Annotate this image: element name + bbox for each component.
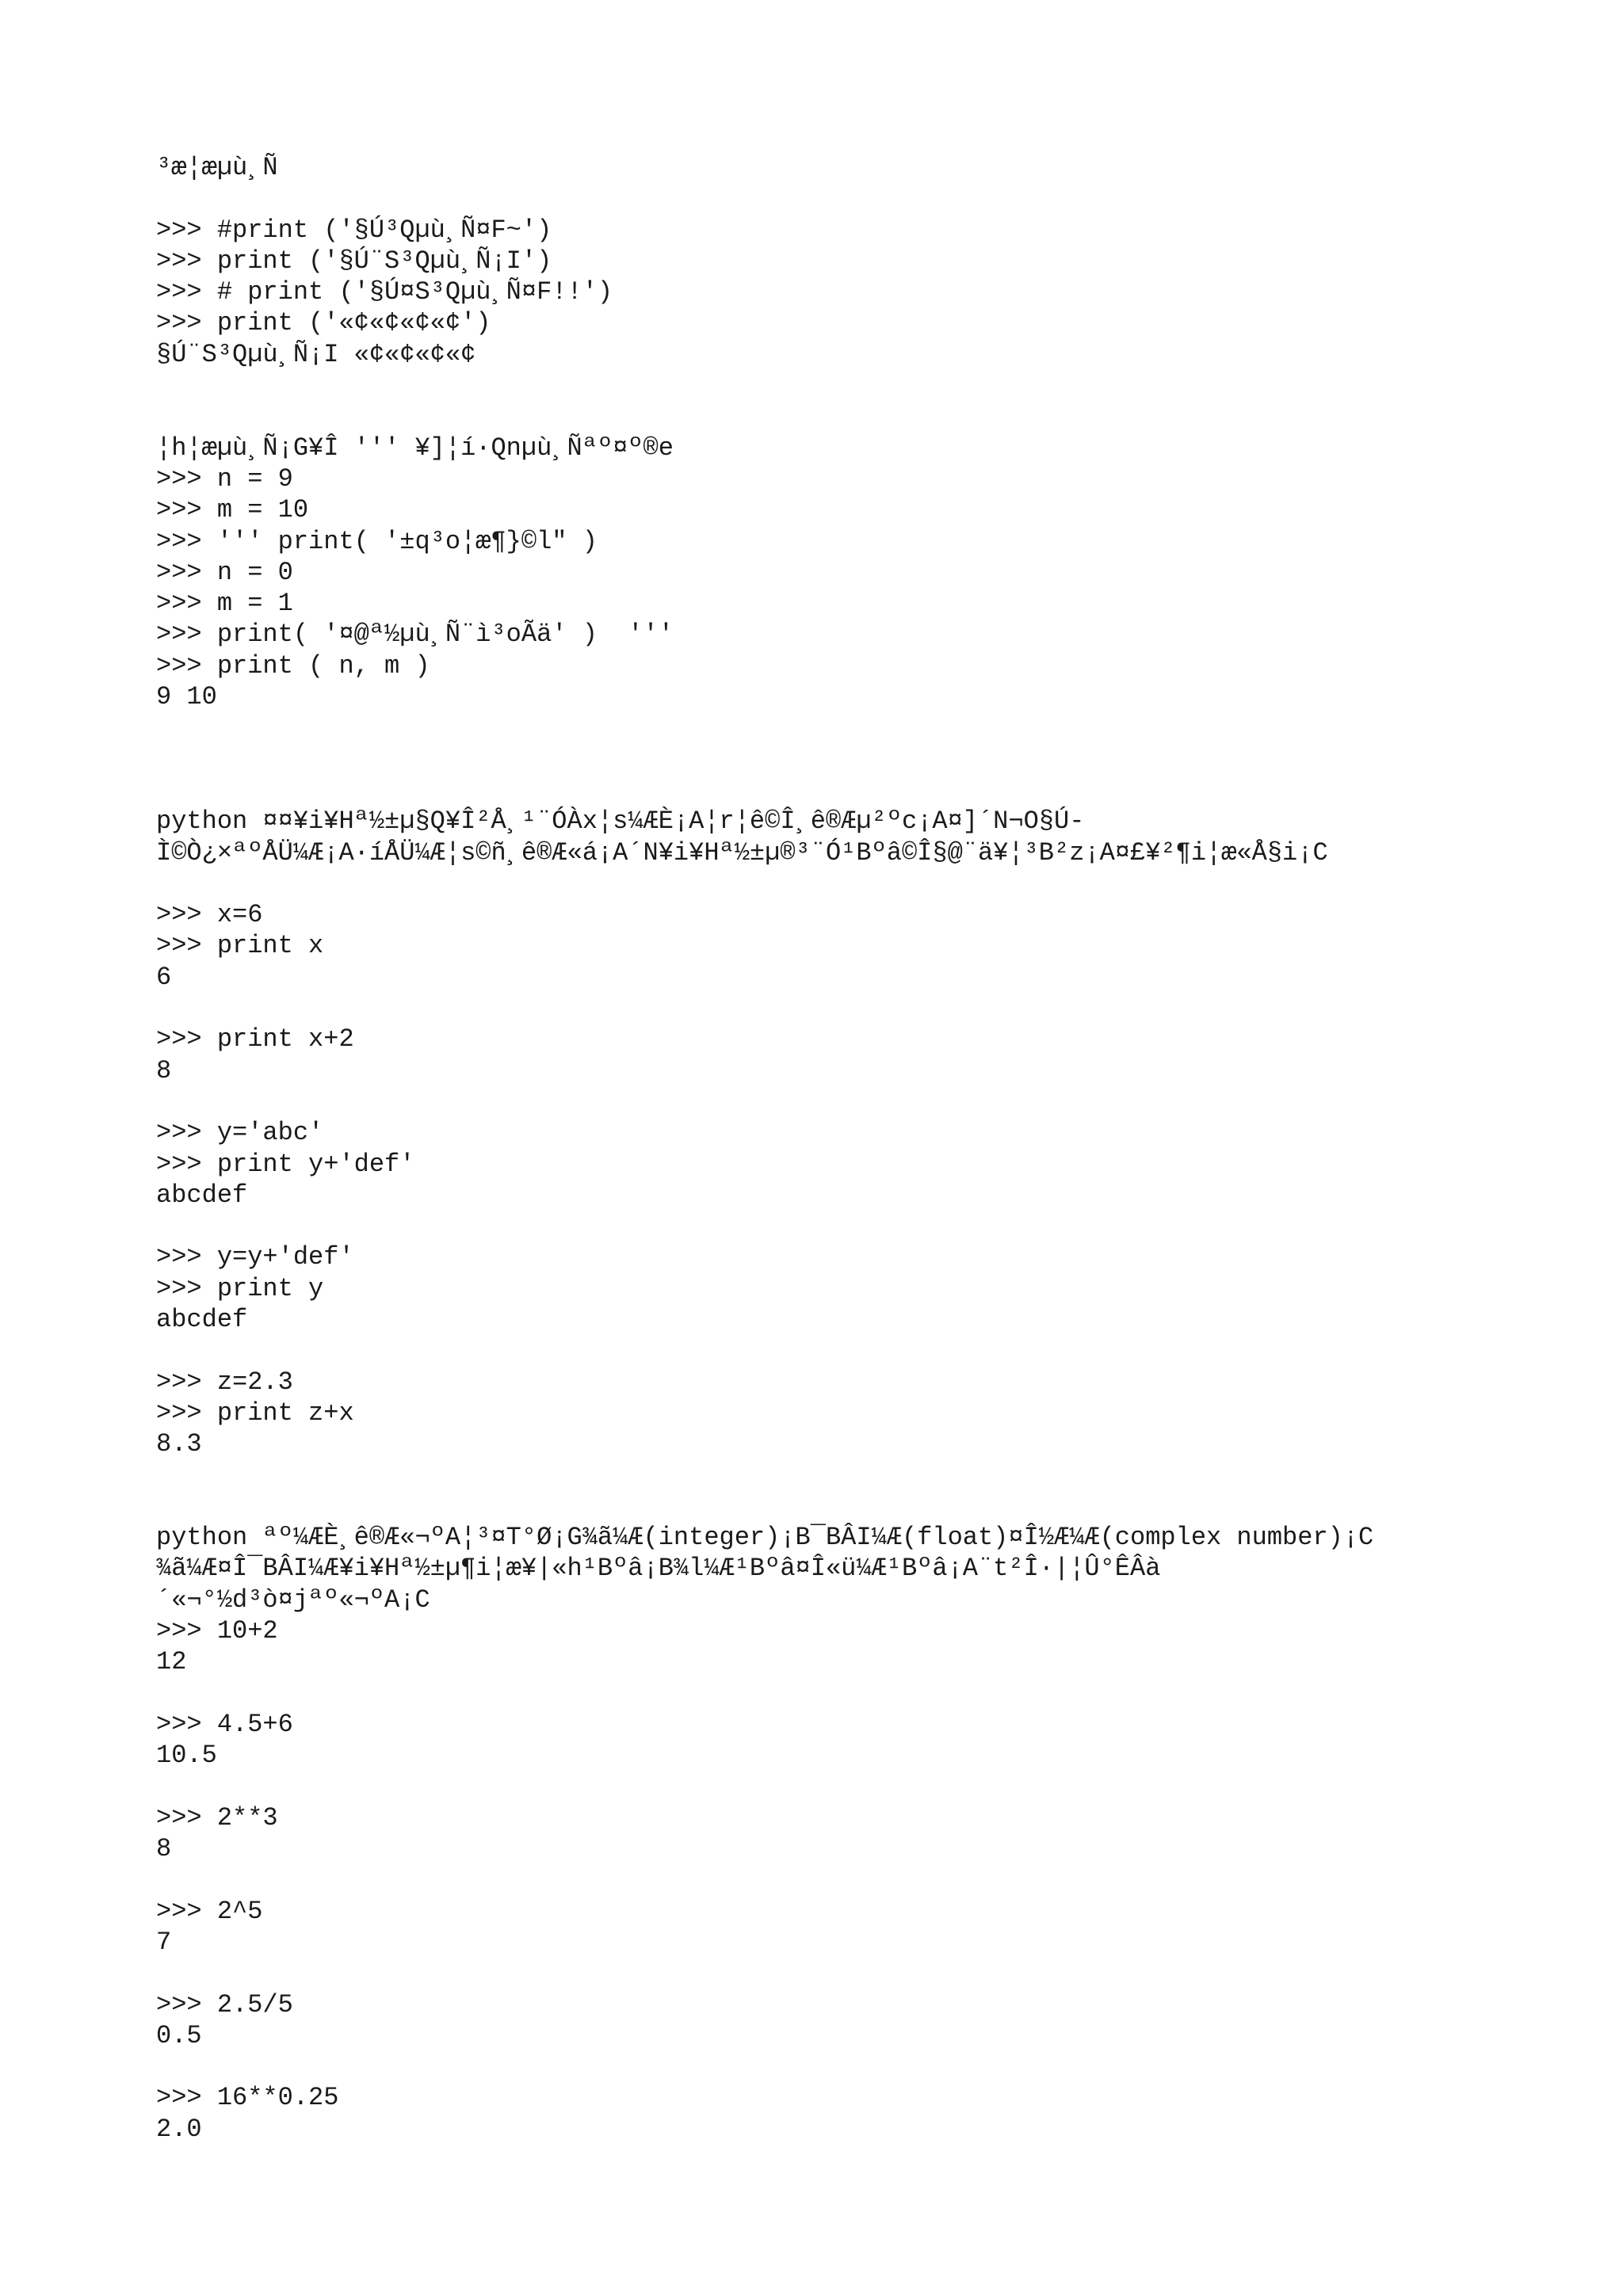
- text-line: >>> ''' print( '±q³o¦æ¶}©l" ): [156, 526, 598, 556]
- blank-line: [156, 183, 1503, 214]
- text-line: >>> n = 9: [156, 463, 293, 494]
- text-line: abcdef: [156, 1304, 248, 1334]
- text-line: 8: [156, 1834, 172, 1864]
- text-line: >>> print y: [156, 1273, 324, 1303]
- text-line: >>> m = 10: [156, 495, 309, 525]
- text-line: >>> # print ('§Ú¤S³Qµù¸Ñ¤F!!'): [156, 277, 613, 307]
- blank-line: [156, 370, 1503, 401]
- text-line: 0.5: [156, 2020, 202, 2050]
- text-line: >>> m = 1: [156, 589, 293, 619]
- text-line: abcdef: [156, 1180, 248, 1210]
- text-line: 8: [156, 1055, 172, 1085]
- text-line: 9 10: [156, 682, 217, 712]
- text-line: >>> z=2.3: [156, 1367, 293, 1397]
- blank-line: [156, 868, 1503, 899]
- blank-line: [156, 1459, 1503, 1490]
- document-body: [156, 152, 1503, 2145]
- text-line: >>> 2.5/5: [156, 1989, 293, 2019]
- blank-line: [156, 775, 1503, 806]
- text-line: >>> print( '¤@ª½µù¸Ñ¨ì³oÃä' ) ''': [156, 620, 674, 650]
- blank-line: [156, 1958, 1503, 1989]
- text-line: >>> print x+2: [156, 1024, 354, 1055]
- text-line: >>> n = 0: [156, 557, 293, 587]
- blank-line: [156, 1864, 1503, 1895]
- blank-line: [156, 2051, 1503, 2082]
- blank-line: [156, 1335, 1503, 1366]
- text-line: ³æ¦æµù¸Ñ: [156, 153, 278, 182]
- blank-line: [156, 1211, 1503, 1241]
- text-line: 12: [156, 1647, 187, 1677]
- blank-line: [156, 744, 1503, 775]
- text-line: >>> y='abc': [156, 1118, 324, 1148]
- text-line: >>> print z+x: [156, 1398, 354, 1428]
- text-line: Ì©Ò¿×ªºÅÜ¼Æ¡A·íÅÜ¼Æ¦s©ñ¸ê®Æ«á¡A´N¥i¥Hª½±µ®³¨Ó¹Bºâ©Î§@¨ä¥¦³B²z¡A¤£¥²¶i¦æ«Å§i¡C: [156, 837, 1328, 868]
- blank-line: [156, 1491, 1503, 1522]
- text-line: ¦h¦æµù¸Ñ¡G¥Î ''' ¥]¦í·Qnµù¸Ñªº¤º®e: [156, 433, 674, 463]
- blank-line: [156, 993, 1503, 1024]
- text-line: python ªº¼ÆÈ¸ê®Æ«¬ºA¦³¤T°Ø¡G¾ã¼Æ(integer)¡B¯BÂI¼Æ(float)¤Î½Æ¼Æ(complex number)¡C: [156, 1523, 1374, 1553]
- text-line: >>> 16**0.25: [156, 2083, 339, 2113]
- text-line: 7: [156, 1927, 172, 1957]
- text-line: >>> 4.5+6: [156, 1709, 293, 1739]
- text-line: python ¤¤¥i¥Hª½±µ§Q¥Î²Å¸¹¨ÓÀx¦s¼ÆÈ¡A¦r¦ê©Î¸ê®Æµ²ºc¡A¤]´N¬O§Ú-: [156, 807, 1085, 837]
- text-line: >>> x=6: [156, 900, 263, 930]
- blank-line: [156, 712, 1503, 743]
- text-line: 10.5: [156, 1741, 217, 1771]
- text-line: ¾ã¼Æ¤Î¯BÂI¼Æ¥i¥Hª½±µ¶i¦æ¥|«h¹Bºâ¡B¾l¼Æ¹Bºâ¤Î«ü¼Æ¹Bºâ¡A¨t²Î·|¦Û°ÊÂà: [156, 1554, 1161, 1584]
- text-line: >>> #print ('§Ú³Qµù¸Ñ¤F~'): [156, 215, 552, 245]
- blank-line: [156, 1086, 1503, 1117]
- text-line: >>> print y+'def': [156, 1149, 415, 1179]
- blank-line: [156, 401, 1503, 432]
- text-line: 6: [156, 962, 172, 992]
- text-line: 2.0: [156, 2114, 202, 2144]
- text-line: >>> print x: [156, 931, 324, 961]
- text-line: 8.3: [156, 1429, 202, 1459]
- text-line: >>> print ('§Ú¨S³Qµù¸Ñ¡I'): [156, 246, 552, 276]
- text-line: >>> 10+2: [156, 1615, 278, 1646]
- text-line: ´«¬°½d³ò¤jªº«¬ºA¡C: [156, 1585, 430, 1615]
- text-line: >>> print ( n, m ): [156, 650, 430, 681]
- text-line: >>> 2^5: [156, 1896, 263, 1926]
- blank-line: [156, 1771, 1503, 1802]
- text-line: >>> print ('«¢«¢«¢«¢'): [156, 308, 491, 338]
- text-line: >>> 2**3: [156, 1802, 278, 1833]
- text-line: >>> y=y+'def': [156, 1242, 354, 1272]
- blank-line: [156, 1678, 1503, 1709]
- text-line: §Ú¨S³Qµù¸Ñ¡I «¢«¢«¢«¢: [156, 339, 476, 369]
